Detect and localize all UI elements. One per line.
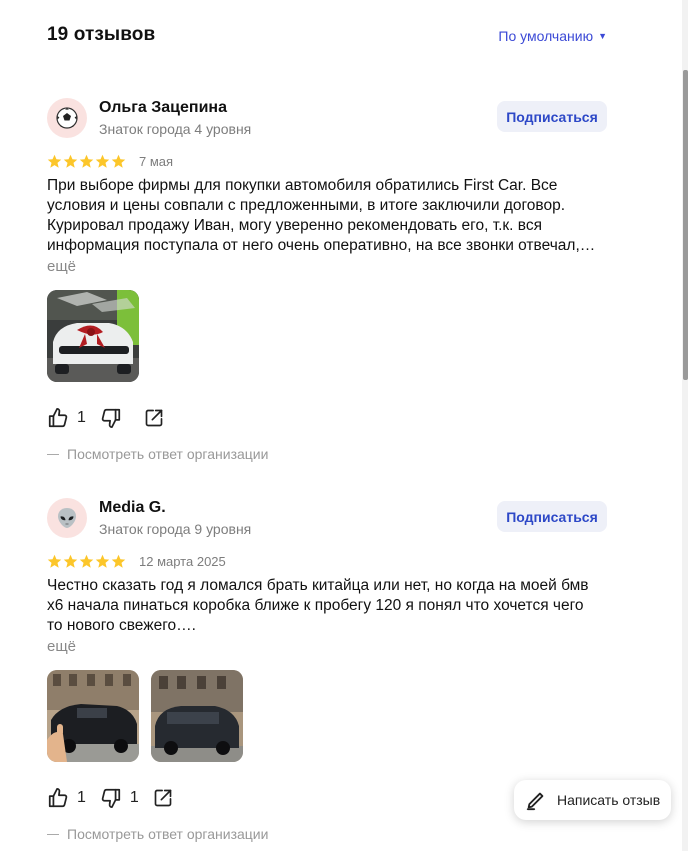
review-text-line: условия и цены совпали с предложенными, в итоге заключили договор. (47, 197, 566, 214)
dislike-count: 1 (129, 789, 139, 806)
sort-label: По умолчанию (498, 28, 594, 44)
share-icon (153, 788, 173, 808)
soccer-ball-icon (56, 107, 78, 129)
thumbs-down-icon (100, 407, 122, 429)
pencil-icon (525, 789, 547, 811)
dislike-button[interactable] (100, 407, 130, 429)
author-name[interactable]: Media G. (99, 499, 166, 516)
review-text-line: При выборе фирмы для покупки автомобиля обратились First Car. Все (47, 177, 558, 194)
review-text-line: Курировал продажу Иван, могу уверенно рекомендовать его, т.к. вся (47, 217, 543, 234)
sort-dropdown[interactable] (498, 28, 607, 44)
star-icon (95, 554, 110, 569)
org-reply-link[interactable] (47, 826, 268, 842)
star-icon (95, 154, 110, 169)
review-photo[interactable] (151, 670, 243, 762)
reviews-header (47, 24, 607, 50)
org-reply-label: Посмотреть ответ организации (67, 826, 269, 842)
review-text-line: Честно сказать год я ломался брать китайца или нет, но когда на моей бмв (47, 577, 589, 594)
review-date: 12 марта 2025 (139, 553, 226, 569)
rating-row (47, 153, 173, 169)
thumbs-up-icon (47, 407, 69, 429)
review-text-line: информация поступала от него очень оперативно, на все звонки отвечал,… (47, 237, 596, 254)
thumbs-up-icon (47, 787, 69, 809)
author-level: Знаток города 9 уровня (99, 521, 252, 537)
review-photos (47, 290, 139, 382)
review-photo[interactable] (47, 290, 139, 382)
share-icon (144, 408, 164, 428)
star-icon (63, 554, 78, 569)
star-icon (79, 154, 94, 169)
avatar[interactable] (47, 498, 87, 538)
scrollbar-thumb[interactable] (683, 70, 688, 380)
star-icon (47, 154, 62, 169)
review-text-line: то нового свежего…. (47, 617, 196, 634)
review-actions (47, 406, 178, 430)
divider-dash (47, 834, 59, 835)
author-name[interactable]: Ольга Зацепина (99, 99, 227, 116)
review-date: 7 мая (139, 153, 174, 169)
like-count: 1 (77, 789, 86, 806)
rating-stars (47, 554, 126, 569)
dislike-button[interactable] (100, 787, 139, 809)
share-button[interactable] (144, 408, 164, 428)
like-button[interactable] (47, 787, 86, 809)
like-count: 1 (77, 409, 86, 426)
org-reply-link[interactable] (47, 446, 268, 462)
review-text (47, 576, 609, 636)
reviews-count: 19 отзывов (47, 24, 156, 45)
read-more-link[interactable]: ещё (47, 638, 77, 655)
divider-dash (47, 454, 59, 455)
alien-icon (55, 506, 79, 530)
review-card (47, 98, 607, 468)
like-button[interactable] (47, 407, 86, 429)
scrollbar[interactable] (682, 0, 688, 851)
author-level: Знаток города 4 уровня (99, 121, 252, 137)
share-button[interactable] (153, 788, 173, 808)
review-text-line: х6 начала пинаться коробка ближе к пробегу 120 я понял что хочется чего (47, 597, 584, 614)
rating-row (47, 553, 226, 569)
read-more-link[interactable]: ещё (47, 258, 77, 275)
review-photos (47, 670, 243, 762)
star-icon (63, 154, 78, 169)
org-reply-label: Посмотреть ответ организации (67, 446, 269, 462)
caret-down-icon: ▼ (598, 30, 607, 41)
review-photo[interactable] (47, 670, 139, 762)
rating-stars (47, 154, 126, 169)
star-icon (79, 554, 94, 569)
write-review-button[interactable] (514, 780, 671, 820)
write-review-label: Написать отзыв (557, 792, 661, 808)
review-actions (47, 786, 187, 810)
star-icon (111, 154, 126, 169)
star-icon (47, 554, 62, 569)
subscribe-button[interactable]: Подписаться (497, 501, 607, 532)
thumbs-down-icon (100, 787, 122, 809)
review-text (47, 176, 609, 256)
avatar[interactable] (47, 98, 87, 138)
star-icon (111, 554, 126, 569)
subscribe-button[interactable]: Подписаться (497, 101, 607, 132)
